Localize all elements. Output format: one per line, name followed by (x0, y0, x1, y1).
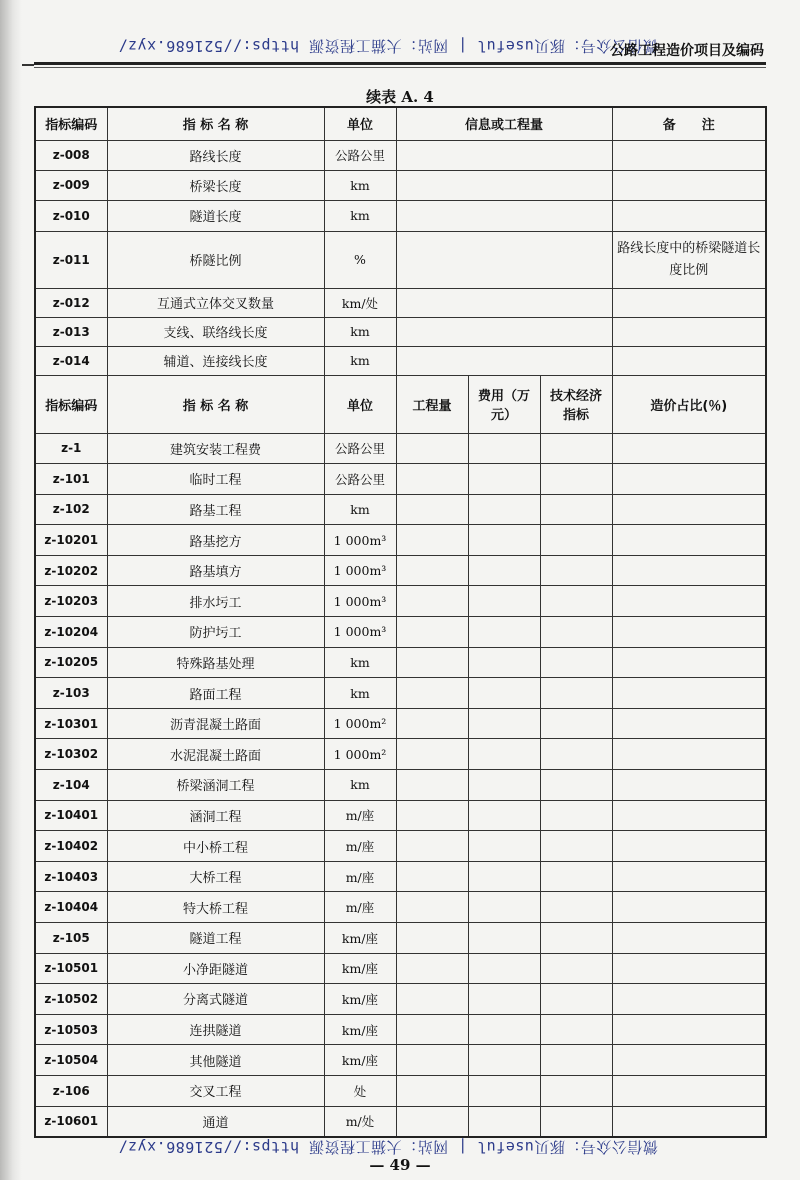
cell-unit: km (324, 170, 396, 200)
table-caption: 续表 A. 4 (366, 88, 434, 106)
cell-quantity (396, 525, 468, 556)
cell-unit: 1 000m³ (324, 525, 396, 556)
header-unit: 单位 (324, 107, 396, 140)
cell-share (612, 739, 766, 770)
cell-info (396, 288, 612, 317)
cell-info (396, 140, 612, 170)
cell-code: z-10203 (35, 586, 107, 617)
cell-share (612, 800, 766, 831)
cell-name: 连拱隧道 (107, 1014, 324, 1045)
cell-name: 辅道、连接线长度 (107, 346, 324, 375)
cell-name: 水泥混凝土路面 (107, 739, 324, 770)
table-row (35, 140, 766, 170)
cell-code: z-10204 (35, 617, 107, 648)
cell-code: z-10205 (35, 647, 107, 678)
cell-name: 其他隧道 (107, 1045, 324, 1076)
cell-share (612, 586, 766, 617)
cell-cost (468, 892, 540, 923)
cell-code: z-10402 (35, 831, 107, 862)
cell-indicator (540, 831, 612, 862)
cell-name: 桥梁涵洞工程 (107, 770, 324, 801)
cell-code: z-103 (35, 678, 107, 709)
cell-remark (612, 200, 766, 231)
cell-quantity (396, 1075, 468, 1106)
cell-cost (468, 494, 540, 525)
cell-code: z-101 (35, 464, 107, 495)
cell-quantity (396, 647, 468, 678)
table-row (35, 200, 766, 231)
cell-name: 排水圬工 (107, 586, 324, 617)
cell-unit: m/座 (324, 892, 396, 923)
cell-cost (468, 953, 540, 984)
cell-unit: % (324, 231, 396, 288)
cell-quantity (396, 1014, 468, 1045)
cell-unit: km/座 (324, 984, 396, 1015)
index-table (34, 106, 767, 1138)
cell-share (612, 525, 766, 556)
margin-mark (22, 64, 34, 66)
cell-unit: 1 000m³ (324, 555, 396, 586)
cell-unit: 1 000m² (324, 739, 396, 770)
cell-code: z-1 (35, 433, 107, 464)
cell-unit: km (324, 678, 396, 709)
cell-indicator (540, 617, 612, 648)
cell-indicator (540, 464, 612, 495)
cell-unit: km (324, 200, 396, 231)
cell-share (612, 708, 766, 739)
cell-unit: km/座 (324, 953, 396, 984)
cell-cost (468, 1014, 540, 1045)
cell-code: z-10404 (35, 892, 107, 923)
cell-code: z-10401 (35, 800, 107, 831)
cell-cost (468, 433, 540, 464)
cell-code: z-10403 (35, 861, 107, 892)
cell-name: 涵洞工程 (107, 800, 324, 831)
cell-unit: km (324, 317, 396, 346)
header-code: 指标编码 (35, 107, 107, 140)
table-row (35, 555, 766, 586)
table-row (35, 739, 766, 770)
cell-share (612, 892, 766, 923)
cell-indicator (540, 984, 612, 1015)
cell-code: z-10503 (35, 1014, 107, 1045)
cell-name: 路基工程 (107, 494, 324, 525)
cell-name: 桥梁长度 (107, 170, 324, 200)
cell-unit: km/处 (324, 288, 396, 317)
cell-code: z-011 (35, 231, 107, 288)
cell-remark (612, 317, 766, 346)
cell-unit: 处 (324, 1075, 396, 1106)
cell-share (612, 678, 766, 709)
cell-quantity (396, 953, 468, 984)
cell-unit: 公路公里 (324, 433, 396, 464)
cell-remark (612, 140, 766, 170)
table-row (35, 1014, 766, 1045)
cell-unit: m/座 (324, 861, 396, 892)
cell-name: 互通式立体交叉数量 (107, 288, 324, 317)
cell-name: 路面工程 (107, 678, 324, 709)
table-row (35, 346, 766, 375)
cell-name: 临时工程 (107, 464, 324, 495)
table-row (35, 770, 766, 801)
table-row (35, 892, 766, 923)
cell-quantity (396, 433, 468, 464)
running-header-title: 公路工程造价项目及编码 (610, 43, 764, 59)
cell-code: z-105 (35, 923, 107, 954)
table-row (35, 984, 766, 1015)
cell-unit: km (324, 346, 396, 375)
cell-name: 桥隧比例 (107, 231, 324, 288)
cell-code: z-10601 (35, 1106, 107, 1137)
cell-remark (612, 346, 766, 375)
cell-cost (468, 1106, 540, 1137)
cell-quantity (396, 494, 468, 525)
cell-quantity (396, 464, 468, 495)
table-row (35, 1106, 766, 1137)
cell-code: z-104 (35, 770, 107, 801)
cell-code: z-106 (35, 1075, 107, 1106)
table-row (35, 433, 766, 464)
table-row (35, 1045, 766, 1076)
watermark-top: 微信公众号：豚贝useful | 网站：大猫工程资源 https://521686.xyz/ (118, 37, 658, 55)
header-name: 指 标 名 称 (107, 107, 324, 140)
table-header-row (35, 375, 766, 433)
cell-quantity (396, 739, 468, 770)
cell-indicator (540, 770, 612, 801)
cell-code: z-012 (35, 288, 107, 317)
cell-indicator (540, 433, 612, 464)
cell-share (612, 831, 766, 862)
cell-code: z-008 (35, 140, 107, 170)
cell-cost (468, 770, 540, 801)
cell-unit: m/座 (324, 800, 396, 831)
cell-name: 大桥工程 (107, 861, 324, 892)
cell-name: 沥青混凝土路面 (107, 708, 324, 739)
cell-quantity (396, 800, 468, 831)
cell-cost (468, 617, 540, 648)
table-header-row (35, 107, 766, 140)
cell-cost (468, 555, 540, 586)
table-row (35, 923, 766, 954)
cell-unit: 1 000m² (324, 708, 396, 739)
cell-indicator (540, 494, 612, 525)
cell-indicator (540, 647, 612, 678)
header2-col-1: 指 标 名 称 (107, 375, 324, 433)
cell-name: 中小桥工程 (107, 831, 324, 862)
cell-unit: 公路公里 (324, 140, 396, 170)
table-row (35, 678, 766, 709)
cell-unit: 公路公里 (324, 464, 396, 495)
cell-name: 分离式隧道 (107, 984, 324, 1015)
table-row (35, 953, 766, 984)
header-info: 信息或工程量 (396, 107, 612, 140)
cell-indicator (540, 1075, 612, 1106)
cell-indicator (540, 861, 612, 892)
cell-info (396, 231, 612, 288)
table-row (35, 647, 766, 678)
cell-unit: m/处 (324, 1106, 396, 1137)
cell-share (612, 433, 766, 464)
cell-share (612, 770, 766, 801)
cell-quantity (396, 1045, 468, 1076)
cell-indicator (540, 586, 612, 617)
cell-unit: km/座 (324, 923, 396, 954)
cell-share (612, 984, 766, 1015)
cell-quantity (396, 831, 468, 862)
header2-col-6: 造价占比(％) (612, 375, 766, 433)
cell-share (612, 555, 766, 586)
cell-share (612, 953, 766, 984)
header-rule (34, 62, 766, 65)
table-row (35, 861, 766, 892)
table-row (35, 170, 766, 200)
cell-code: z-10501 (35, 953, 107, 984)
header2-col-0: 指标编码 (35, 375, 107, 433)
cell-unit: km (324, 647, 396, 678)
cell-cost (468, 984, 540, 1015)
cell-cost (468, 678, 540, 709)
table-row (35, 525, 766, 556)
cell-code: z-013 (35, 317, 107, 346)
cell-name: 隧道长度 (107, 200, 324, 231)
cell-name: 特殊路基处理 (107, 647, 324, 678)
cell-cost (468, 1045, 540, 1076)
table-row (35, 494, 766, 525)
cell-name: 路线长度 (107, 140, 324, 170)
cell-info (396, 346, 612, 375)
cell-name: 支线、联络线长度 (107, 317, 324, 346)
header2-col-5: 技术经济指标 (540, 375, 612, 433)
table-row (35, 586, 766, 617)
header2-col-3: 工程量 (396, 375, 468, 433)
table-row (35, 708, 766, 739)
cell-unit: 1 000m³ (324, 586, 396, 617)
cell-code: z-010 (35, 200, 107, 231)
cell-remark: 路线长度中的桥梁隧道长度比例 (612, 231, 766, 288)
cell-indicator (540, 1045, 612, 1076)
cell-name: 路基挖方 (107, 525, 324, 556)
cell-code: z-102 (35, 494, 107, 525)
cell-indicator (540, 1106, 612, 1137)
cell-cost (468, 647, 540, 678)
table-row (35, 231, 766, 288)
cell-cost (468, 800, 540, 831)
cell-quantity (396, 770, 468, 801)
cell-code: z-009 (35, 170, 107, 200)
cell-unit: km (324, 770, 396, 801)
cell-cost (468, 739, 540, 770)
cell-indicator (540, 555, 612, 586)
cell-indicator (540, 525, 612, 556)
cell-remark (612, 170, 766, 200)
cell-quantity (396, 586, 468, 617)
cell-indicator (540, 678, 612, 709)
cell-share (612, 861, 766, 892)
cell-name: 特大桥工程 (107, 892, 324, 923)
cell-share (612, 617, 766, 648)
cell-share (612, 494, 766, 525)
cell-quantity (396, 555, 468, 586)
cell-name: 通道 (107, 1106, 324, 1137)
cell-share (612, 923, 766, 954)
cell-share (612, 1106, 766, 1137)
cell-cost (468, 464, 540, 495)
cell-unit: km/座 (324, 1045, 396, 1076)
cell-quantity (396, 617, 468, 648)
cell-unit: 1 000m³ (324, 617, 396, 648)
cell-quantity (396, 984, 468, 1015)
table-row (35, 831, 766, 862)
cell-share (612, 1045, 766, 1076)
header-rule-thin (34, 67, 766, 68)
cell-cost (468, 708, 540, 739)
cell-cost (468, 525, 540, 556)
cell-cost (468, 861, 540, 892)
cell-name: 路基填方 (107, 555, 324, 586)
binding-shadow (0, 0, 22, 1180)
page-number: — 49 — (369, 1156, 431, 1174)
cell-code: z-10302 (35, 739, 107, 770)
cell-cost (468, 1075, 540, 1106)
cell-cost (468, 586, 540, 617)
cell-indicator (540, 708, 612, 739)
cell-indicator (540, 923, 612, 954)
cell-cost (468, 831, 540, 862)
cell-quantity (396, 708, 468, 739)
cell-share (612, 1014, 766, 1045)
cell-name: 隧道工程 (107, 923, 324, 954)
cell-name: 交叉工程 (107, 1075, 324, 1106)
header2-col-2: 单位 (324, 375, 396, 433)
cell-code: z-10202 (35, 555, 107, 586)
cell-name: 建筑安装工程费 (107, 433, 324, 464)
table-row (35, 800, 766, 831)
cell-quantity (396, 861, 468, 892)
cell-indicator (540, 800, 612, 831)
cell-info (396, 317, 612, 346)
cell-quantity (396, 678, 468, 709)
cell-share (612, 464, 766, 495)
header2-col-4: 费用（万元） (468, 375, 540, 433)
cell-code: z-10201 (35, 525, 107, 556)
cell-code: z-014 (35, 346, 107, 375)
cell-name: 小净距隧道 (107, 953, 324, 984)
cell-indicator (540, 739, 612, 770)
header-remark: 备 注 (612, 107, 766, 140)
cell-info (396, 200, 612, 231)
table-row (35, 617, 766, 648)
cell-indicator (540, 953, 612, 984)
cell-unit: km (324, 494, 396, 525)
watermark-bottom: 微信公众号：豚贝useful | 网站：大猫工程资源 https://521686.xyz/ (118, 1138, 658, 1156)
cell-code: z-10504 (35, 1045, 107, 1076)
cell-info (396, 170, 612, 200)
cell-share (612, 1075, 766, 1106)
table-row (35, 288, 766, 317)
cell-indicator (540, 1014, 612, 1045)
cell-indicator (540, 892, 612, 923)
table-row (35, 317, 766, 346)
table-row (35, 1075, 766, 1106)
cell-remark (612, 288, 766, 317)
cell-code: z-10301 (35, 708, 107, 739)
cell-quantity (396, 1106, 468, 1137)
cell-unit: km/座 (324, 1014, 396, 1045)
cell-quantity (396, 892, 468, 923)
table-row (35, 464, 766, 495)
cell-code: z-10502 (35, 984, 107, 1015)
cell-cost (468, 923, 540, 954)
cell-name: 防护圬工 (107, 617, 324, 648)
cell-share (612, 647, 766, 678)
cell-unit: m/座 (324, 831, 396, 862)
cell-quantity (396, 923, 468, 954)
